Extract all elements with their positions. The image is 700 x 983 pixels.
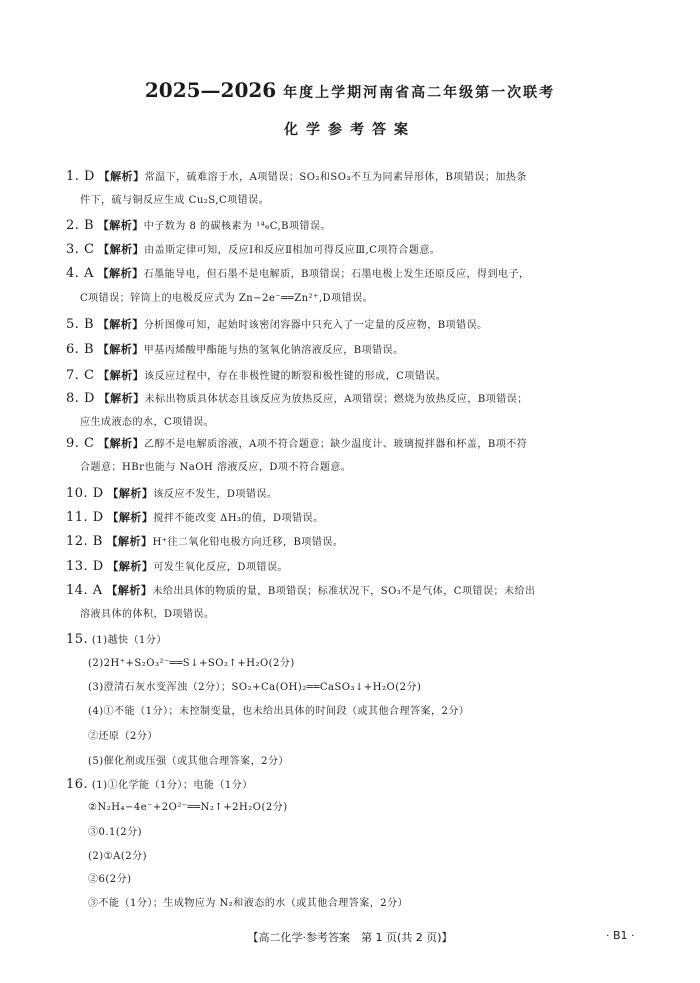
exam-name: 年度上学期河南省高二年级第一次联考 [283, 85, 556, 101]
page-footer: 【高二化学·参考答案 第 1 页(共 2 页)】 [247, 931, 453, 944]
answer-line-continued [88, 826, 142, 840]
analysis-tag: 【解析】 [107, 560, 154, 573]
answer-line [66, 511, 324, 526]
answer-line-continued [88, 681, 421, 695]
analysis-tag: 【解析】 [97, 343, 144, 356]
answer-text: 可发生氧化反应，D项错误。 [153, 562, 288, 573]
answer-line [66, 369, 446, 384]
question-number: 13. D [66, 559, 104, 574]
analysis-tag: 【解析】 [106, 584, 153, 597]
answer-text: C项错误；锌筒上的电极反应式为 Zn−2e⁻══Zn²⁺,D项错误。 [80, 293, 374, 304]
analysis-tag: 【解析】 [106, 535, 153, 548]
answer-text: 分析图像可知，起始时该密闭容器中只充入了一定量的反应物，B项错误。 [143, 320, 488, 331]
analysis-tag: 【解析】 [97, 318, 144, 331]
answer-line-continued [88, 850, 147, 864]
question-number: 9. C [66, 436, 95, 451]
answer-text: ③0.1(2分) [88, 827, 143, 838]
answer-text: 常温下，硫难溶于水，A项错误；SO₂和SO₃不互为同素异形体，B项错误；加热条 [144, 172, 527, 183]
answer-text: 应生成液态的水，C项错误。 [80, 417, 215, 428]
answer-text: ②N₂H₄−4e⁻+2O²⁻══N₂↑+2H₂O(2分) [88, 802, 288, 813]
question-number: 3. C [66, 242, 95, 257]
answer-line [66, 343, 404, 358]
answer-line [66, 437, 527, 452]
question-number: 10. D [66, 486, 104, 501]
answer-text: 该反应过程中，存在非极性键的断裂和极性键的形成，C项错误。 [144, 371, 447, 382]
question-number: 6. B [66, 342, 95, 357]
answer-line [66, 487, 277, 502]
analysis-tag: 【解析】 [98, 392, 145, 405]
answer-line-continued [88, 801, 288, 815]
question-number: 4. A [66, 266, 94, 281]
question-number: 16. [66, 777, 89, 792]
answer-text: 石墨能导电，但石墨不是电解质，B项错误；石墨电极上发生还原反应，得到电子， [143, 269, 530, 280]
page-id: · B1 · [606, 929, 635, 942]
answer-text: 该反应不发生，D项错误。 [153, 489, 278, 500]
answer-text: 搅拌不能改变 ΔH₃的值，D项错误。 [153, 513, 324, 524]
answer-line [66, 318, 488, 333]
answer-line [66, 219, 331, 234]
answer-text: (1)①化学能（1分）；电能（1分） [91, 780, 253, 791]
analysis-tag: 【解析】 [97, 267, 144, 280]
answer-text: ③不能（1分）；生成物应为 N₂和液态的水（或其他合理答案，2分） [88, 898, 409, 909]
answer-text: ②6(2分) [88, 874, 132, 885]
exam-year: 2025—2026 [144, 78, 277, 102]
analysis-tag: 【解析】 [107, 511, 154, 524]
answer-text: 乙醇不是电解质溶液，A项不符合题意；缺少温度计、玻璃搅拌器和杯盖，B项不符 [144, 439, 528, 450]
answer-line-continued [88, 755, 289, 769]
question-number: 15. [66, 632, 89, 647]
answer-line [66, 633, 167, 648]
question-number: 2. B [66, 218, 95, 233]
answer-text: (5)催化剂或压强（或其他合理答案，2分） [88, 756, 290, 767]
answer-line-continued [80, 608, 215, 622]
analysis-tag: 【解析】 [98, 243, 145, 256]
answer-text: ②还原（2分） [88, 731, 158, 742]
answer-line-continued [88, 657, 295, 671]
answer-line [66, 560, 288, 575]
question-number: 8. D [66, 391, 95, 406]
question-number: 5. B [66, 317, 95, 332]
analysis-tag: 【解析】 [98, 369, 145, 382]
answer-line [66, 535, 343, 550]
question-number: 1. D [66, 169, 95, 184]
answer-line [66, 243, 440, 258]
answer-text: (4)①不能（1分）；未控制变量，也未给出具体的时间段（或其他合理答案，2分） [88, 706, 470, 717]
answer-line [66, 267, 529, 282]
answer-text: 溶液具体的体积，D项错误。 [80, 609, 215, 620]
answer-line [66, 170, 527, 185]
answer-line [66, 778, 253, 793]
answer-key-subtitle: 化学参考答案 [284, 122, 416, 138]
answer-text: (1)越快（1分） [91, 635, 167, 646]
answer-text: (3)澄清石灰水变浑浊（2分）；SO₂+Ca(OH)₂══CaSO₃↓+H₂O(2分) [88, 682, 422, 693]
question-number: 7. C [66, 368, 95, 383]
analysis-tag: 【解析】 [107, 487, 154, 500]
answer-text: 件下，硫与铜反应生成 Cu₂S,C项错误。 [80, 195, 270, 206]
answer-text: 未标出物质具体状态且该反应为放热反应，A项错误；燃烧为放热反应，B项错误； [144, 394, 528, 405]
answer-line-continued [88, 873, 132, 887]
question-number: 14. A [66, 583, 103, 598]
analysis-tag: 【解析】 [98, 170, 145, 183]
answer-text: H⁺往二氧化铅电极方向迁移，B项错误。 [152, 537, 344, 548]
answer-line-continued [80, 461, 351, 475]
analysis-tag: 【解析】 [97, 219, 144, 232]
answer-text: 中子数为 8 的碳核素为 ¹⁴₆C,B项错误。 [143, 221, 332, 232]
answer-text: 合题意；HBr也能与 NaOH 溶液反应，D项不符合题意。 [80, 462, 352, 473]
analysis-tag: 【解析】 [98, 437, 145, 450]
answer-line-continued [88, 705, 469, 719]
answer-line-continued [80, 194, 269, 208]
answer-line-continued [88, 730, 158, 744]
answer-text: 未给出具体的物质的量，B项错误；标准状况下，SO₃不是气体，C项错误；未给出 [152, 586, 536, 597]
answer-line-continued [88, 897, 408, 911]
answer-line-continued [80, 416, 214, 430]
answer-line [66, 392, 528, 407]
answer-text: 由盖斯定律可知，反应Ⅰ和反应Ⅱ相加可得反应Ⅲ,C项符合题意。 [144, 245, 441, 256]
answer-text: 甲基丙烯酸甲酯能与热的氢氧化钠溶液反应，B项错误。 [143, 345, 404, 356]
question-number: 11. D [66, 510, 104, 525]
answer-text: (2)2H⁺+S₂O₃²⁻══S↓+SO₂↑+H₂O(2分) [88, 658, 295, 669]
exam-title [0, 78, 700, 102]
answer-line [66, 584, 535, 599]
answer-text: (2)①A(2分) [88, 851, 148, 862]
answer-line-continued [80, 292, 373, 306]
question-number: 12. B [66, 534, 103, 549]
